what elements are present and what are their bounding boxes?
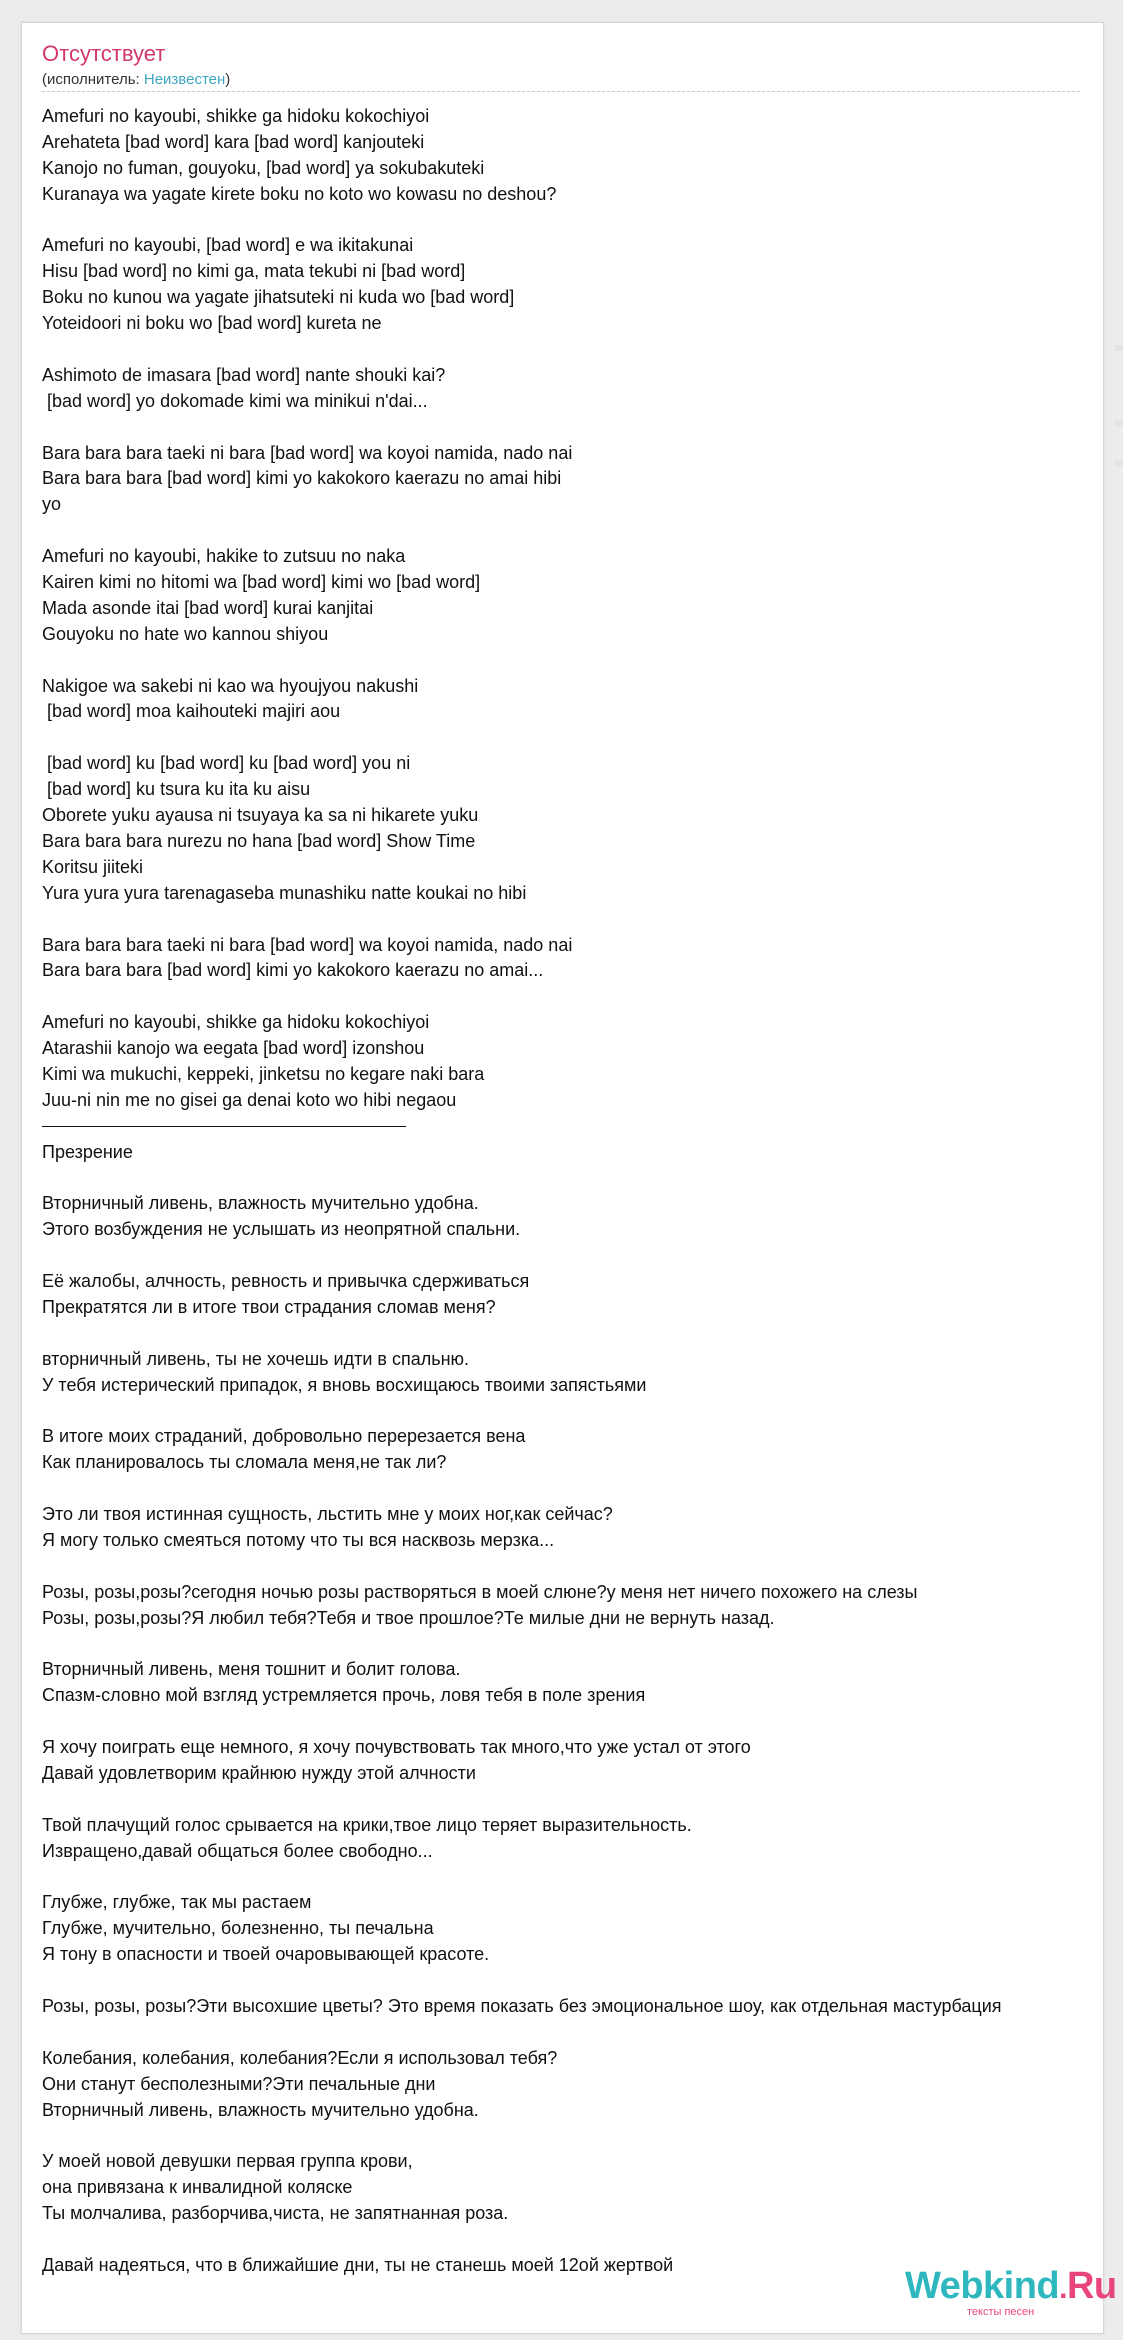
lyric-line: [bad word] ku tsura ku ita ku aisu bbox=[42, 779, 311, 800]
lyric-line: В итоге моих страданий, добровольно перерезается вена bbox=[42, 1426, 526, 1447]
blank-line bbox=[42, 1632, 1123, 1658]
lyric-line: Этого возбуждения не услышать из неопрятной спальни. bbox=[42, 1219, 521, 1240]
lyric-line: Amefuri no kayoubi, [bad word] e wa ikitakunai bbox=[42, 235, 414, 256]
logo-text-tld: Ru bbox=[1066, 2265, 1117, 2307]
blank-line bbox=[42, 208, 1123, 234]
lyric-line: Kuranaya wa yagate kirete boku no koto wo kowasu no deshou? bbox=[42, 183, 557, 204]
lyric-line: yo bbox=[42, 494, 62, 515]
blank-line bbox=[42, 2020, 1123, 2046]
lyric-line: Как планировалось ты сломала меня,не так ли? bbox=[42, 1452, 447, 1473]
artist-suffix: ) bbox=[225, 71, 231, 88]
blank-line bbox=[42, 1787, 1123, 1813]
header-divider bbox=[42, 91, 1080, 92]
lyric-line: Давай надеяться, что в ближайшие дни, ты не станешь моей 12ой жертвой bbox=[42, 2254, 674, 2275]
blank-line bbox=[42, 984, 1123, 1010]
lyric-line: Atarashii kanojo wa eegata [bad word] izonshou bbox=[42, 1038, 425, 1059]
logo-text-main: Webkind bbox=[905, 2265, 1060, 2307]
lyric-line: Колебания, колебания, колебания?Если я использовал тебя? bbox=[42, 2047, 558, 2068]
lyric-line: Ashimoto de imasara [bad word] nante shouki kai? bbox=[42, 364, 446, 385]
blank-line bbox=[42, 1554, 1123, 1580]
blank-line bbox=[42, 1865, 1123, 1891]
lyric-line: Hisu [bad word] no kimi ga, mata tekubi ni [bad word] bbox=[42, 261, 466, 282]
lyric-line: Yoteidoori ni boku wo [bad word] kureta ne bbox=[42, 313, 382, 334]
lyric-line: Amefuri no kayoubi, hakike to zutsuu no naka bbox=[42, 546, 406, 567]
logo-dot: . bbox=[1059, 2272, 1067, 2305]
scroll-track-hint bbox=[1115, 460, 1123, 466]
lyric-line: Извращено,давай общаться более свободно... bbox=[42, 1840, 433, 1861]
lyric-line: Прекратятся ли в итоге твои страдания сломав меня? bbox=[42, 1296, 496, 1317]
lyric-line: Давай удовлетворим крайнюю нужду этой алчности bbox=[42, 1763, 476, 1783]
lyric-line: она привязана к инвалидной коляске bbox=[42, 2177, 353, 2198]
lyric-line: Arehateta [bad word] kara [bad word] kanjouteki bbox=[42, 131, 425, 152]
lyric-line: Kimi wa mukuchi, keppeki, jinketsu no kegare naki bara bbox=[42, 1063, 485, 1084]
lyric-line: Вторничный ливень, влажность мучительно удобна. bbox=[42, 2099, 479, 2120]
blank-line bbox=[42, 1166, 1123, 1192]
lyric-line: Juu-ni nin me no gisei ga denai koto wo hibi negaou bbox=[42, 1089, 457, 1110]
lyric-line: Yura yura yura tarenagaseba munashiku natte koukai no hibi bbox=[42, 882, 527, 903]
lyric-line: [bad word] ku [bad word] ku [bad word] you ni bbox=[42, 753, 411, 774]
lyric-line: Я тону в опасности и твоей очаровывающей красоте. bbox=[42, 1944, 490, 1965]
blank-line bbox=[42, 1243, 1123, 1269]
lyric-line: Твой плачущий голос срывается на крики,твое лицо теряет выразительность. bbox=[42, 1814, 692, 1835]
lyric-line: Её жалобы, алчность, ревность и привычка сдерживаться bbox=[42, 1271, 530, 1292]
lyric-line: Bara bara bara nurezu no hana [bad word] Show Time bbox=[42, 830, 476, 851]
lyric-line: Bara bara bara taeki ni bara [bad word] wa koyoi namida, nado nai bbox=[42, 442, 573, 463]
divider-rule bbox=[42, 1126, 406, 1127]
lyric-line: Amefuri no kayoubi, shikke ga hidoku kokochiyoi bbox=[42, 1012, 430, 1033]
blank-line bbox=[42, 648, 1123, 674]
webkind-logo[interactable] bbox=[905, 2265, 1117, 2308]
blank-line bbox=[42, 725, 1123, 751]
lyrics-body bbox=[42, 104, 1123, 2279]
lyric-line: Вторничный ливень, меня тошнит и болит голова. bbox=[42, 1659, 461, 1680]
lyric-line: вторничный ливень, ты не хочешь идти в спальню. bbox=[42, 1348, 470, 1369]
lyric-line: Спазм-словно мой взгляд устремляется прочь, ловя тебя в поле зрения bbox=[42, 1685, 646, 1706]
lyric-line: Mada asonde itai [bad word] kurai kanjitai bbox=[42, 597, 374, 618]
blank-line bbox=[42, 907, 1123, 933]
scroll-track-hint bbox=[1115, 420, 1123, 426]
lyric-line: Nakigoe wa sakebi ni kao wa hyoujyou nakushi bbox=[42, 675, 419, 696]
scroll-track-hint bbox=[1115, 345, 1123, 351]
blank-line bbox=[42, 1399, 1123, 1425]
song-title: Отсутствует bbox=[42, 41, 166, 66]
lyric-line: Kanojo no fuman, gouyoku, [bad word] ya sokubakuteki bbox=[42, 157, 485, 178]
blank-line bbox=[42, 2123, 1123, 2149]
blank-line bbox=[42, 415, 1123, 441]
lyric-line: Розы, розы,розы?Я любил тебя?Тебя и твое прошлое?Те милые дни не вернуть назад. bbox=[42, 1607, 775, 1628]
lyric-line: У моей новой девушки первая группа крови, bbox=[42, 2151, 413, 2172]
artist-line bbox=[42, 71, 230, 88]
logo-tagline: тексты песен bbox=[967, 2306, 1035, 2318]
lyric-line: Я могу только смеяться потому что ты вся насквозь мерзка... bbox=[42, 1529, 555, 1550]
blank-line bbox=[42, 337, 1123, 363]
lyric-line: Ты молчалива, разборчива,чиста, не запятнанная роза. bbox=[42, 2203, 509, 2224]
blank-line bbox=[42, 1321, 1123, 1347]
lyric-line: Boku no kunou wa yagate jihatsuteki ni kuda wo [bad word] bbox=[42, 287, 515, 308]
lyric-line: Глубже, мучительно, болезненно, ты печальна bbox=[42, 1918, 434, 1939]
lyric-line: Они станут бесполезными?Эти печальные дни bbox=[42, 2073, 436, 2094]
lyrics-divider bbox=[42, 1114, 1123, 1140]
blank-line bbox=[42, 1476, 1123, 1502]
lyric-line: Розы, розы,розы?сегодня ночью розы растворяться в моей слюне?у меня нет ничего похожего на слезы bbox=[42, 1581, 918, 1602]
blank-line bbox=[42, 518, 1123, 544]
lyric-line: Amefuri no kayoubi, shikke ga hidoku kokochiyoi bbox=[42, 106, 430, 126]
lyric-line: У тебя истерический припадок, я вновь восхищаюсь твоими запястьями bbox=[42, 1374, 647, 1395]
lyric-line: Розы, розы, розы?Эти высохшие цветы? Это время показать без эмоциональное шоу, как отдельная мастурбация bbox=[42, 1996, 1002, 2017]
blank-line bbox=[42, 1709, 1123, 1735]
lyric-line: Kairen kimi no hitomi wa [bad word] kimi wo [bad word] bbox=[42, 572, 481, 593]
lyric-line: Вторничный ливень, влажность мучительно удобна. bbox=[42, 1193, 479, 1214]
lyric-line: Bara bara bara taeki ni bara [bad word] wa koyoi namida, nado nai bbox=[42, 934, 573, 955]
lyric-line: Oborete yuku ayausa ni tsuyaya ka sa ni hikarete yuku bbox=[42, 805, 479, 826]
lyric-line: Bara bara bara [bad word] kimi yo kakokoro kaerazu no amai hibi bbox=[42, 468, 562, 489]
lyric-line: Koritsu jiiteki bbox=[42, 856, 144, 877]
lyric-line: [bad word] moa kaihouteki majiri aou bbox=[42, 701, 341, 722]
lyric-line: [bad word] yo dokomade kimi wa minikui n'dai... bbox=[42, 390, 428, 411]
blank-line bbox=[42, 1968, 1123, 1994]
lyric-line: Глубже, глубже, так мы растаем bbox=[42, 1892, 312, 1913]
lyric-line: Я хочу поиграть еще немного, я хочу почувствовать так много,что уже устал от этого bbox=[42, 1737, 751, 1758]
lyric-line: Это ли твоя истинная сущность, льстить мне у моих ног,как сейчас? bbox=[42, 1504, 613, 1525]
lyric-line: Bara bara bara [bad word] kimi yo kakokoro kaerazu no amai... bbox=[42, 960, 544, 981]
artist-link[interactable]: Неизвестен bbox=[143, 71, 226, 88]
lyric-line: Gouyoku no hate wo kannou shiyou bbox=[42, 623, 329, 644]
lyric-line: Презрение bbox=[42, 1141, 133, 1162]
artist-prefix: (исполнитель: bbox=[42, 71, 144, 88]
blank-line bbox=[42, 2227, 1123, 2253]
